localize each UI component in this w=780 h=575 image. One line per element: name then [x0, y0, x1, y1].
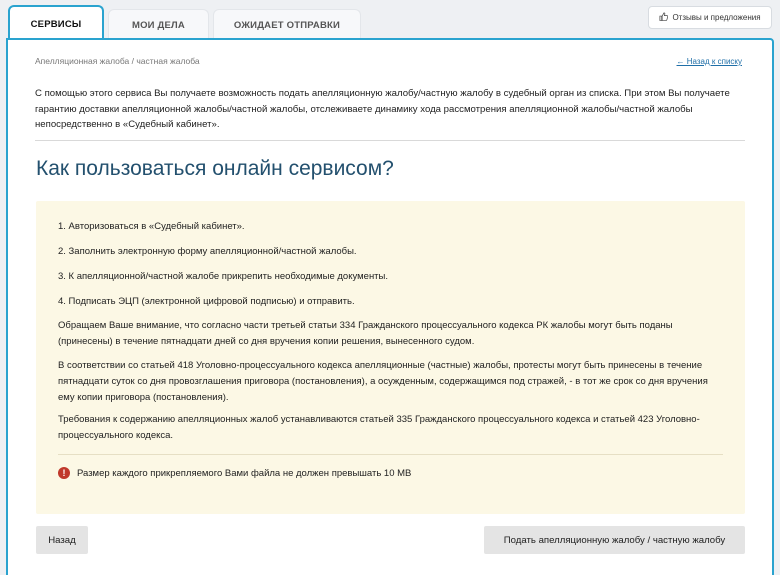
tab-services[interactable]: [8, 5, 104, 41]
tab-label: ОЖИДАЕТ ОТПРАВКИ: [233, 20, 341, 31]
tab-pending[interactable]: [213, 9, 361, 41]
content-card: [6, 38, 774, 575]
note-paragraph: Требования к содержанию апелляционных жалоб устанавливаются статьей 335 Гражданского процессуального кодекса и статьей 423 Уголовно-процессуального кодекса.: [58, 414, 700, 441]
intro-text: С помощью этого сервиса Вы получаете возможность подать апелляционную жалобу/частную жалобу в судебный орган из списка. При этом Вы получаете гарантию доставки апелляционной жалобы/частной жалобы, отслеживаете динамику хода рассмотрения апелляционной жалобы/частной жалобы непосредственно в «Судебный кабинет».: [35, 88, 730, 130]
thumbs-up-icon: [659, 12, 668, 23]
step-item: 1. Авторизоваться в «Судебный кабинет».: [58, 221, 245, 232]
note-paragraph: В соответствии со статьей 418 Уголовно-процессуального кодекса апелляционные (частные) жалобы, протесты могут быть принесены в течение пятнадцати суток со дня провозглашения приговора (постановления), а осужденным, содержащимся под стражей, - в тот же срок со дня вручения ему копии приговора (постановления).: [58, 360, 708, 403]
divider: [35, 140, 745, 141]
file-size-warning: [58, 467, 411, 479]
feedback-button[interactable]: [648, 6, 772, 29]
warning-text: Размер каждого прикрепляемого Вами файла не должен превышать 10 MB: [77, 467, 412, 479]
back-button[interactable]: Назад: [36, 526, 88, 554]
page-title: Как пользоваться онлайн сервисом?: [36, 157, 394, 180]
note-paragraph: Обращаем Ваше внимание, что согласно части третьей статьи 334 Гражданского процессуального кодекса РК жалобы могут быть поданы (принесены) в течение пятнадцати дней со дня вручения копии решения, вынесенного судом.: [58, 320, 673, 347]
step-item: 4. Подписать ЭЦП (электронной цифровой подписью) и отправить.: [58, 296, 355, 307]
step-item: 3. К апелляционной/частной жалобе прикрепить необходимые документы.: [58, 271, 389, 282]
submit-appeal-button[interactable]: Подать апелляционную жалобу / частную жалобу: [484, 526, 745, 554]
exclamation-icon: !: [58, 467, 70, 479]
breadcrumb: Апелляционная жалоба / частная жалоба: [35, 56, 200, 66]
step-item: 2. Заполнить электронную форму апелляционной/частной жалобы.: [58, 246, 357, 257]
tab-my-cases[interactable]: [108, 9, 209, 41]
tab-label: СЕРВИСЫ: [30, 18, 82, 30]
feedback-label: Отзывы и предложения: [672, 13, 761, 22]
back-to-list-link[interactable]: ← Назад к списку: [676, 57, 742, 66]
tab-bar: [8, 9, 365, 41]
instructions-box: [36, 201, 745, 514]
divider: [58, 454, 723, 455]
tab-label: МОИ ДЕЛА: [131, 20, 185, 31]
